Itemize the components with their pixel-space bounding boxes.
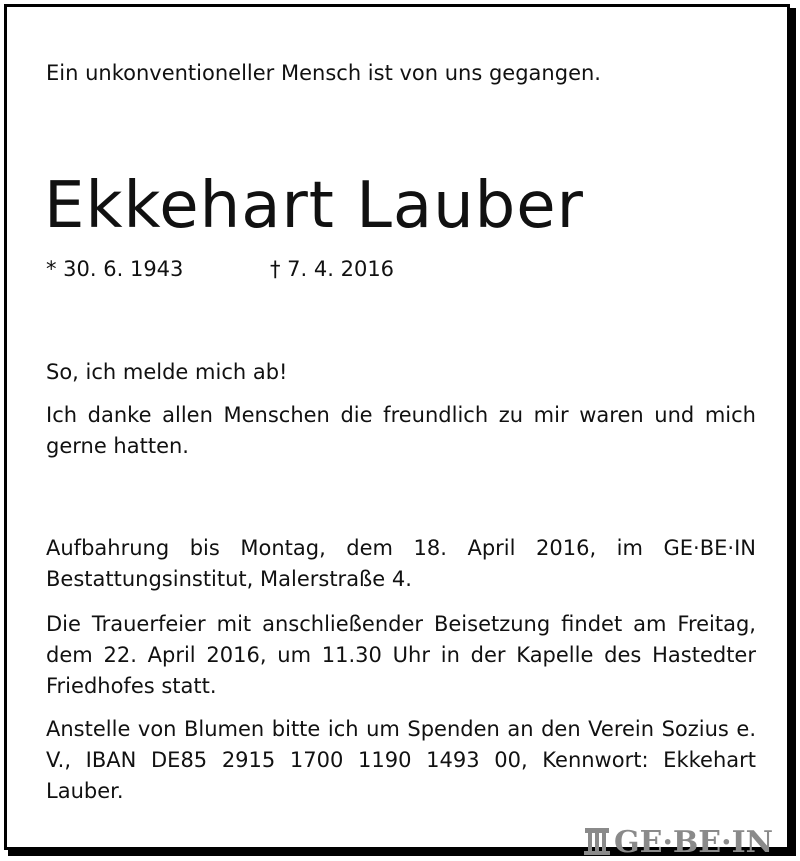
logo-text: GE·BE·IN <box>614 825 774 860</box>
donation-text: Anstelle von Blumen bitte ich um Spenden an den Verein Sozius e. V., IBAN DE85 2915 1700 1190 1493 00, Kennwort: Ekkehart Lauber. <box>46 717 756 803</box>
deceased-name: Ekkehart Lauber <box>44 169 584 243</box>
birth-date: * 30. 6. 1943 <box>46 257 184 281</box>
funeral-text: Die Trauerfeier mit anschließender Beisetzung findet am Freitag, dem 22. April 2016, um 11.30 Uhr in der Kapelle des Hastedter Friedhofes statt. <box>46 612 756 698</box>
intro-text: Ein unkonventioneller Mensch ist von uns gegangen. <box>46 61 601 85</box>
thanks-text: Ich danke allen Menschen die freundlich zu mir waren und mich gerne hatten. <box>46 403 756 458</box>
border-shadow-right <box>790 8 796 854</box>
gebein-logo <box>584 826 773 860</box>
death-date: † 7. 4. 2016 <box>270 257 395 281</box>
viewing-text: Aufbahrung bis Montag, dem 18. April 2016, im GE·BE·IN Bestattungsinstitut, Malerstraße 4. <box>46 536 756 591</box>
farewell-text: So, ich melde mich ab! <box>46 360 288 384</box>
building-logo-icon <box>584 826 610 861</box>
